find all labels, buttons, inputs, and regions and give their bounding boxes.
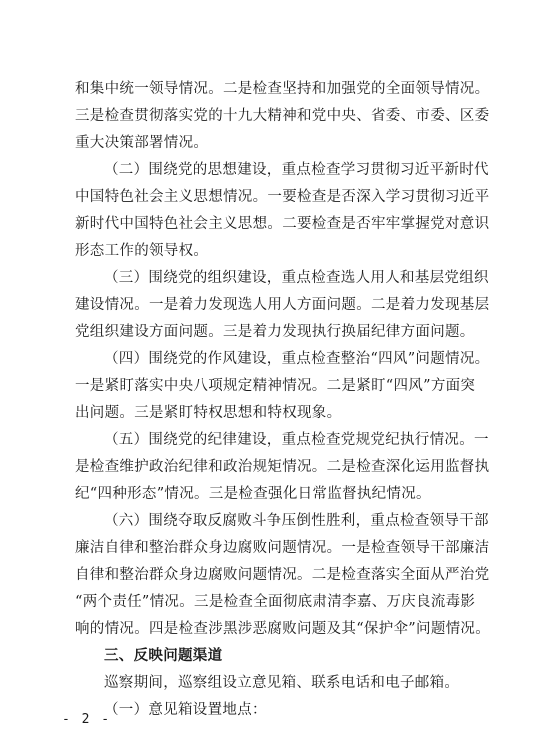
text-line: 党组织建设方面问题。三是着力发现执行换届纪律方面问题。 bbox=[75, 324, 475, 340]
text-line: 新时代中国特色社会主义思想。二要检查是否牢牢掌握党对意识 bbox=[75, 216, 490, 232]
document-body bbox=[75, 76, 491, 724]
text-line: （四）围绕党的作风建设，重点检查整治“四风”问题情况。 bbox=[104, 351, 490, 367]
text-line: 巡察期间，巡察组设立意见箱、联系电话和电子邮箱。 bbox=[104, 675, 460, 691]
text-line: 是检查维护政治纪律和政治规矩情况。二是检查深化运用监督执 bbox=[75, 459, 490, 475]
text-line: （五）围绕党的纪律建设，重点检查党规党纪执行情况。一 bbox=[104, 432, 489, 448]
section-heading: 三、反映问题渠道 bbox=[104, 648, 223, 664]
text-line: （六）围绕夺取反腐败斗争压倒性胜利，重点检查领导干部 bbox=[104, 513, 489, 529]
text-line: 三是检查贯彻落实党的十九大精神和党中央、省委、市委、区委 bbox=[75, 108, 490, 124]
text-line: 重大决策部署情况。 bbox=[75, 135, 209, 151]
page-number: - 2 - bbox=[62, 712, 112, 727]
text-line: 纪“四种形态”情况。三是检查强化日常监督执纪情况。 bbox=[75, 486, 431, 502]
text-line: “两个责任”情况。三是检查全面彻底肃清李嘉、万庆良流毒影 bbox=[75, 594, 476, 610]
text-line: （二）围绕党的思想建设，重点检查学习贯彻习近平新时代 bbox=[104, 162, 489, 178]
text-line: 建设情况。一是着力发现选人用人方面问题。二是着力发现基层 bbox=[75, 297, 490, 313]
text-line: 一是紧盯落实中央八项规定精神情况。二是紧盯“四风”方面突 bbox=[75, 378, 476, 394]
text-line: （一）意见箱设置地点： bbox=[104, 702, 267, 718]
text-line: 自律和整治群众身边腐败问题情况。二是检查落实全面从严治党 bbox=[75, 567, 490, 583]
text-line: 中国特色社会主义思想情况。一要检查是否深入学习贯彻习近平 bbox=[75, 189, 490, 205]
text-line: 响的情况。四是检查涉黑涉恶腐败问题及其“保护伞”问题情况。 bbox=[75, 621, 491, 637]
text-line: 出问题。三是紧盯特权思想和特权现象。 bbox=[75, 405, 342, 421]
text-line: 廉洁自律和整治群众身边腐败问题情况。一是检查领导干部廉洁 bbox=[75, 540, 490, 556]
text-line: 和集中统一领导情况。二是检查坚持和加强党的全面领导情况。 bbox=[75, 81, 490, 97]
text-line: （三）围绕党的组织建设，重点检查选人用人和基层党组织 bbox=[104, 270, 489, 286]
text-line: 形态工作的领导权。 bbox=[75, 243, 209, 259]
